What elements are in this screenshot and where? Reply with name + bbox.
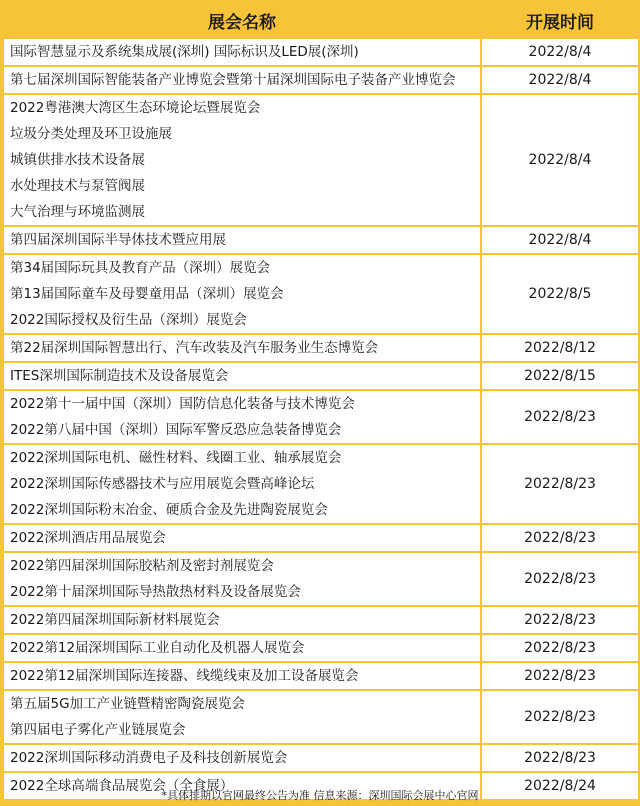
exhibition-name-cell [3,444,481,524]
table-body [3,38,639,800]
table-row [3,690,639,744]
table-row [3,254,639,334]
exhibition-name: 第四届电子雾化产业链展览会 [10,722,186,738]
exhibition-name-cell [3,662,481,690]
exhibition-name: 2022第十一届中国（深圳）国防信息化装备与技术博览会 [10,396,355,412]
exhibition-name-cell [3,634,481,662]
exhibition-date: 2022/8/23 [481,524,639,552]
table-row [3,334,639,362]
exhibition-name: 2022粤港澳大湾区生态环境论坛暨展览会 [10,100,261,116]
table-row [3,226,639,254]
exhibition-name: 大气治理与环境监测展 [10,204,145,220]
exhibition-name: 2022全球高端食品展览会（全食展） [10,778,234,794]
exhibition-name: 2022第八届中国（深圳）国际军警反恐应急装备博览会 [10,422,342,438]
exhibition-name: 国际智慧显示及系统集成展(深圳) 国际标识及LED展(深圳) [10,44,359,60]
exhibition-schedule-table [2,2,640,801]
table-header-row [3,3,639,38]
exhibition-name: 水处理技术与泵管阀展 [10,178,145,194]
exhibition-name-cell [3,362,481,390]
exhibition-date: 2022/8/23 [481,606,639,634]
exhibition-name-cell [3,690,481,744]
exhibition-date: 2022/8/23 [481,390,639,444]
exhibition-name: 2022深圳国际移动消费电子及科技创新展览会 [10,750,288,766]
table-row [3,94,639,226]
exhibition-date: 2022/8/4 [481,38,639,66]
exhibition-name-cell [3,552,481,606]
exhibition-name-cell [3,390,481,444]
exhibition-date: 2022/8/23 [481,662,639,690]
source-note: *具体排期以官网最终公告为准 信息来源：深圳国际会展中心官网 [161,789,479,802]
exhibition-date: 2022/8/23 [481,552,639,606]
exhibition-name: 第13届国际童车及母婴童用品（深圳）展览会 [10,286,284,302]
exhibition-name: 2022深圳国际电机、磁性材料、线圈工业、轴承展览会 [10,450,342,466]
exhibition-date: 2022/8/12 [481,334,639,362]
exhibition-name: 2022第12届深圳国际连接器、线缆线束及加工设备展览会 [10,668,359,684]
table-row [3,744,639,772]
table-row [3,662,639,690]
exhibition-date: 2022/8/23 [481,634,639,662]
table-row [3,66,639,94]
table-row [3,606,639,634]
exhibition-name: 第四届深圳国际半导体技术暨应用展 [10,232,226,248]
table-row [3,362,639,390]
exhibition-date: 2022/8/24 [481,772,639,800]
exhibition-date: 2022/8/4 [481,66,639,94]
exhibition-name-cell [3,524,481,552]
table-row [3,444,639,524]
exhibition-date: 2022/8/4 [481,94,639,226]
exhibition-name-cell [3,38,481,66]
exhibition-name-cell [3,226,481,254]
exhibition-date: 2022/8/23 [481,690,639,744]
exhibition-name: 第七届深圳国际智能装备产业博览会暨第十届深圳国际电子装备产业博览会 [10,72,456,88]
exhibition-name: 城镇供排水技术设备展 [10,152,145,168]
exhibition-name: 2022第四届深圳国际胶粘剂及密封剂展览会 [10,558,274,574]
exhibition-name: ITES深圳国际制造技术及设备展览会 [10,368,229,384]
header-start-date: 开展时间 [481,3,639,38]
exhibition-name: 垃圾分类处理及环卫设施展 [10,126,172,142]
exhibition-name: 第五届5G加工产业链暨精密陶瓷展览会 [10,696,246,712]
exhibition-name-cell [3,254,481,334]
exhibition-name: 第22届深圳国际智慧出行、汽车改装及汽车服务业生态博览会 [10,340,379,356]
exhibition-date: 2022/8/4 [481,226,639,254]
exhibition-name-cell [3,606,481,634]
table-row [3,38,639,66]
exhibition-name: 2022第四届深圳国际新材料展览会 [10,612,220,628]
header-exhibition-name: 展会名称 [3,3,481,38]
exhibition-name: 2022国际授权及衍生品（深圳）展览会 [10,312,247,328]
table-row [3,390,639,444]
exhibition-name: 2022深圳国际粉末冶金、硬质合金及先进陶瓷展览会 [10,502,328,518]
exhibition-date: 2022/8/23 [481,444,639,524]
table-row [3,524,639,552]
exhibition-name: 2022深圳酒店用品展览会 [10,530,166,546]
exhibition-table-frame [2,2,638,804]
exhibition-date: 2022/8/15 [481,362,639,390]
exhibition-name: 2022深圳国际传感器技术与应用展览会暨高峰论坛 [10,476,315,492]
exhibition-name-cell [3,94,481,226]
exhibition-name-cell [3,66,481,94]
table-row [3,634,639,662]
exhibition-date: 2022/8/5 [481,254,639,334]
exhibition-name: 2022第12届深圳国际工业自动化及机器人展览会 [10,640,305,656]
exhibition-name: 2022第十届深圳国际导热散热材料及设备展览会 [10,584,301,600]
exhibition-name-cell [3,334,481,362]
table-row [3,552,639,606]
exhibition-date: 2022/8/23 [481,744,639,772]
exhibition-name-cell [3,744,481,772]
exhibition-name: 第34届国际玩具及教育产品（深圳）展览会 [10,260,271,276]
